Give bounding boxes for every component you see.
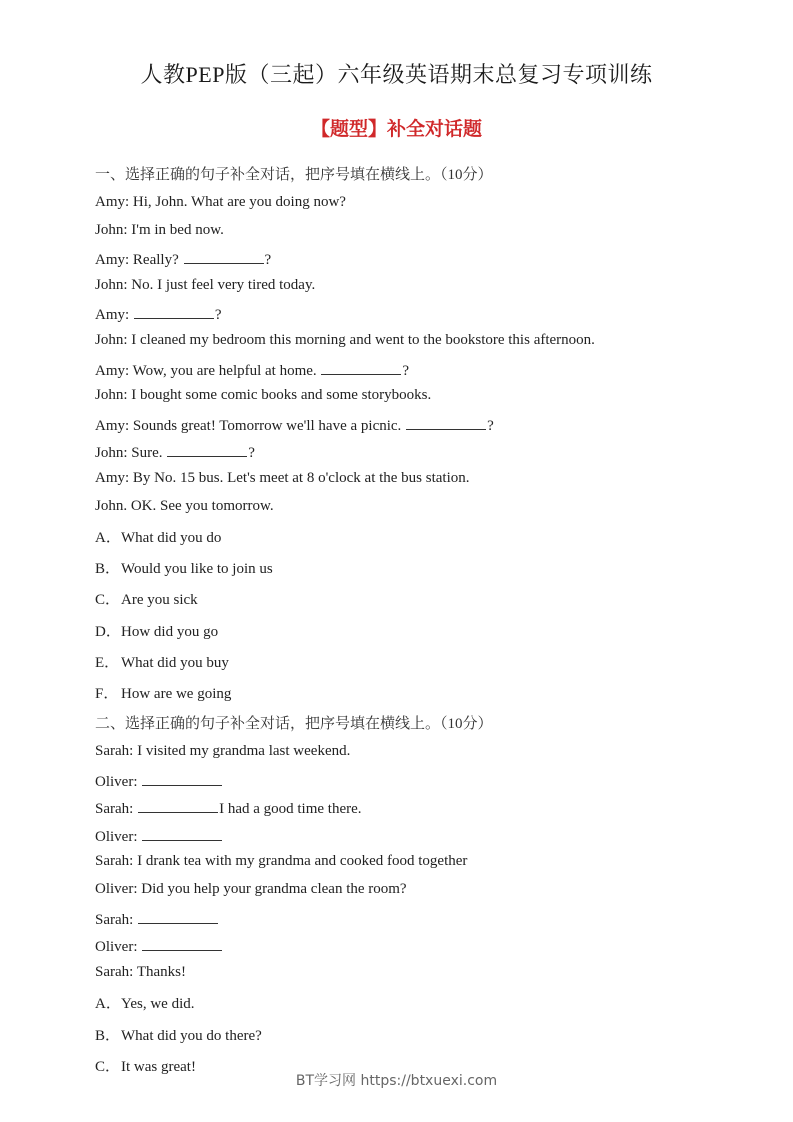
dialogue-line (95, 964, 186, 981)
answer-blank[interactable] (138, 798, 218, 813)
dialogue-text: OK. See you tomorrow. (130, 497, 274, 514)
option-letter: A． (95, 996, 121, 1012)
option-text: Are you sick (121, 592, 198, 609)
speaker-label: Oliver: (95, 828, 138, 845)
dialogue-line (95, 387, 431, 404)
dialogue-text: I visited my grandma last weekend. (137, 743, 351, 759)
dialogue-text: I bought some comic books and some storybooks. (131, 387, 432, 404)
dialogue-line (95, 332, 595, 349)
document-title: 人教PEP版（三起）六年级英语期末总复习专项训练 (140, 62, 653, 87)
answer-blank[interactable] (184, 249, 264, 264)
speaker-label: Amy: (95, 417, 130, 434)
speaker-label: John: (95, 387, 128, 404)
speaker-label: Oliver: (95, 881, 138, 897)
option-text: It was great! (121, 1059, 196, 1075)
answer-option (95, 992, 194, 1013)
dialogue-line (95, 194, 346, 211)
speaker-label: Amy: (95, 307, 130, 324)
dialogue-text: Wow, you are helpful at home. (132, 362, 317, 379)
dialogue-line (95, 881, 407, 898)
dialogue-line (95, 249, 271, 269)
option-letter: F． (95, 686, 119, 702)
answer-option (95, 620, 218, 641)
answer-option (95, 1024, 262, 1045)
option-letter: D． (95, 623, 121, 640)
section-2-heading: 二、选择正确的句子补全对话，把序号填在横线上。（10分） (95, 716, 493, 732)
option-letter: C． (95, 592, 121, 609)
dialogue-text: Sounds great! Tomorrow we'll have a picnic. (132, 417, 402, 434)
dialogue-line (95, 826, 223, 846)
dialogue-line (95, 442, 255, 462)
dialogue-text: By No. 15 bus. Let's meet at 8 o'clock at the bus station. (132, 470, 470, 486)
dialogue-line (95, 936, 223, 956)
option-letter: B． (95, 561, 121, 578)
option-text: Would you like to join us (121, 561, 273, 578)
option-text: How are we going (121, 686, 232, 702)
dialogue-line (95, 909, 219, 929)
dialogue-text-after: ? (487, 417, 494, 434)
option-text: What did you buy (121, 654, 229, 671)
speaker-label: Sarah: (95, 853, 134, 870)
dialogue-line (95, 415, 494, 435)
speaker-label: John: (95, 445, 128, 462)
dialogue-line (95, 743, 350, 760)
dialogue-text-after: ? (214, 307, 222, 324)
option-letter: A． (95, 530, 121, 546)
answer-option (95, 588, 198, 609)
speaker-label: Sarah: (95, 963, 134, 980)
dialogue-text: Thanks! (136, 963, 186, 980)
dialogue-line (95, 771, 223, 791)
speaker-label: Amy: (95, 362, 130, 379)
dialogue-text: Really? (132, 252, 179, 269)
speaker-label: John: (95, 276, 128, 293)
dialogue-text: Did you help your grandma clean the room? (141, 881, 407, 897)
watermark-footer: BT学习网 https://btxuexi.com (295, 1073, 498, 1089)
dialogue-text: I drank tea with my grandma and cooked food together (137, 853, 468, 870)
dialogue-line (95, 798, 362, 818)
speaker-label: Oliver: (95, 939, 138, 956)
speaker-label: John. (95, 497, 128, 514)
dialogue-text-after: ? (402, 362, 410, 379)
answer-blank[interactable] (138, 909, 218, 924)
speaker-label: Sarah: (95, 801, 134, 818)
option-letter: E． (95, 654, 120, 671)
answer-blank[interactable] (406, 415, 486, 430)
speaker-label: Amy: (95, 252, 130, 269)
dialogue-line (95, 470, 470, 487)
dialogue-text: I cleaned my bedroom this morning and went to the bookstore this afternoon. (131, 332, 595, 348)
question-type-heading: 【题型】补全对话题 (310, 118, 482, 140)
dialogue-line (95, 498, 274, 515)
dialogue-text-after: ? (264, 252, 272, 269)
answer-blank[interactable] (142, 826, 222, 841)
answer-option (95, 651, 229, 672)
dialogue-line (95, 222, 224, 239)
dialogue-text-after: I had a good time there. (219, 801, 362, 818)
option-text: What did you do there? (121, 1027, 262, 1044)
dialogue-text: No. I just feel very tired today. (131, 276, 316, 293)
speaker-label: Sarah: (95, 743, 134, 759)
speaker-label: Sarah: (95, 911, 134, 928)
answer-blank[interactable] (167, 442, 247, 457)
dialogue-line (95, 304, 222, 324)
dialogue-line (95, 277, 315, 294)
speaker-label: Amy: (95, 470, 130, 486)
speaker-label: John: (95, 221, 128, 238)
dialogue-text: I'm in bed now. (131, 221, 224, 238)
answer-blank[interactable] (321, 360, 401, 375)
speaker-label: Oliver: (95, 773, 138, 790)
speaker-label: Amy: (95, 194, 130, 210)
dialogue-line (95, 360, 409, 380)
option-letter: C． (95, 1059, 121, 1075)
option-text: How did you go (121, 623, 219, 640)
answer-option (95, 526, 221, 547)
option-text: Yes, we did. (121, 996, 195, 1012)
speaker-label: John: (95, 332, 128, 348)
answer-blank[interactable] (142, 771, 222, 786)
dialogue-text: Hi, John. What are you doing now? (132, 194, 346, 210)
option-text: What did you do (121, 530, 222, 546)
answer-blank[interactable] (134, 304, 214, 319)
dialogue-text-after: ? (248, 445, 255, 462)
dialogue-text: Sure. (131, 445, 163, 462)
answer-blank[interactable] (142, 936, 222, 951)
dialogue-line (95, 853, 467, 870)
section-1-heading: 一、选择正确的句子补全对话，把序号填在横线上。（10分） (95, 167, 493, 183)
answer-option (95, 682, 231, 703)
answer-option (95, 557, 273, 578)
option-letter: B． (95, 1027, 121, 1044)
